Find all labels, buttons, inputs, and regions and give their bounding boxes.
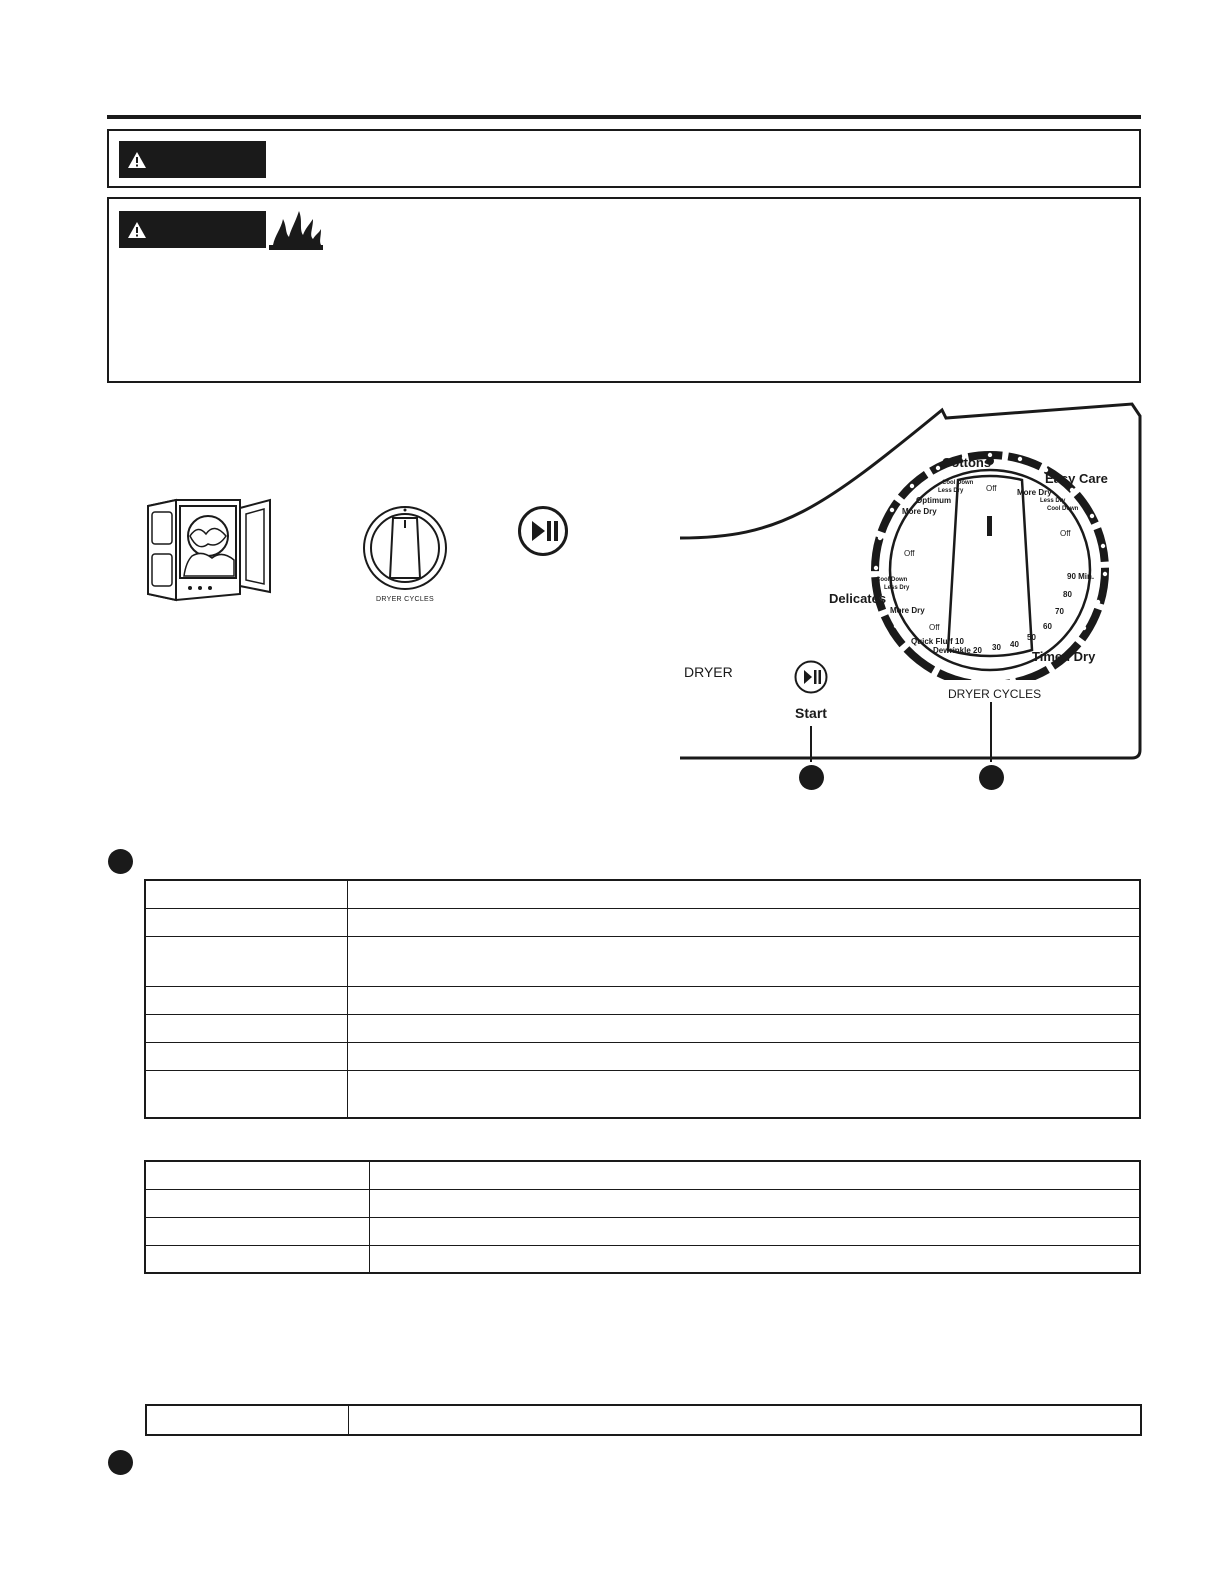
cottons-option-off: Off bbox=[986, 484, 997, 493]
delicates-option-off-bottom: Off bbox=[929, 623, 940, 632]
timed-dry-option-dewrinkle: Dewrinkle 20 bbox=[933, 646, 982, 655]
warning-box-1 bbox=[107, 129, 1141, 188]
timed-dry-option-60: 60 bbox=[1043, 622, 1052, 631]
table-row bbox=[145, 880, 1140, 908]
table-row bbox=[145, 1217, 1140, 1245]
delicates-option-cool-down: Cool Down bbox=[876, 577, 908, 583]
dial-knob-icon bbox=[360, 504, 450, 594]
timed-dry-option-90: 90 Min. bbox=[1067, 572, 1095, 581]
cottons-title: Cottons bbox=[942, 455, 992, 470]
table-row bbox=[146, 1405, 1141, 1435]
timed-dry-option-30: 30 bbox=[992, 643, 1001, 652]
easy-care-option-less-dry: Less Dry bbox=[1040, 498, 1066, 504]
table-row bbox=[145, 1189, 1140, 1217]
cottons-option-more-dry: More Dry bbox=[902, 507, 937, 516]
table-row bbox=[145, 1245, 1140, 1273]
table-row bbox=[145, 1014, 1140, 1042]
delicates-option-more-dry: More Dry bbox=[890, 606, 925, 615]
dryer-cycles-label: DRYER CYCLES bbox=[948, 687, 1042, 701]
warning-badge bbox=[119, 211, 266, 248]
easy-care-option-cool-down: Cool Down bbox=[1047, 506, 1079, 512]
dryer-label: DRYER bbox=[684, 664, 733, 680]
timed-dry-option-quick-fluff: Quick Fluff 10 bbox=[911, 637, 964, 646]
section-marker-2 bbox=[108, 1450, 133, 1475]
cottons-option-cool-down: Cool Down bbox=[942, 480, 974, 486]
small-dial-label: DRYER CYCLES bbox=[376, 596, 434, 603]
callout-marker-1 bbox=[799, 765, 824, 790]
table-row bbox=[145, 1070, 1140, 1118]
section-marker-1 bbox=[108, 849, 133, 874]
start-button[interactable] bbox=[793, 659, 829, 695]
play-pause-icon bbox=[517, 505, 569, 557]
dryer-illustration-icon bbox=[140, 496, 276, 604]
start-label: Start bbox=[795, 705, 827, 721]
cycle-table-3 bbox=[145, 1404, 1142, 1436]
cycle-table-2 bbox=[144, 1160, 1141, 1274]
delicates-title: Delicates bbox=[829, 591, 887, 606]
callout-marker-2 bbox=[979, 765, 1004, 790]
timed-dry-option-50: 50 bbox=[1027, 633, 1036, 642]
table-row bbox=[145, 986, 1140, 1014]
fire-icon bbox=[269, 207, 325, 251]
table-row bbox=[145, 1161, 1140, 1189]
timed-dry-title: Timed Dry bbox=[1032, 649, 1096, 664]
table-row bbox=[145, 908, 1140, 936]
cottons-option-less-dry: Less Dry bbox=[938, 488, 964, 494]
cycle-table-1 bbox=[144, 879, 1141, 1119]
easy-care-option-off: Off bbox=[1060, 529, 1071, 538]
delicates-option-off-top: Off bbox=[904, 549, 915, 558]
delicates-option-less-dry: Less Dry bbox=[884, 585, 910, 591]
warning-badge bbox=[119, 141, 266, 178]
play-pause-icon bbox=[793, 659, 829, 695]
warning-box-2 bbox=[107, 197, 1141, 383]
warning-icon bbox=[127, 151, 147, 169]
cottons-option-optimum: Optimum bbox=[916, 496, 952, 505]
timed-dry-option-40: 40 bbox=[1010, 640, 1019, 649]
timed-dry-option-80: 80 bbox=[1063, 590, 1072, 599]
easy-care-option-more-dry: More Dry bbox=[1017, 488, 1052, 497]
warning-icon bbox=[127, 221, 147, 239]
table-row bbox=[145, 936, 1140, 986]
easy-care-title: Easy Care bbox=[1045, 471, 1108, 486]
timed-dry-option-70: 70 bbox=[1055, 607, 1064, 616]
section-rule bbox=[107, 115, 1141, 119]
table-row bbox=[145, 1042, 1140, 1070]
